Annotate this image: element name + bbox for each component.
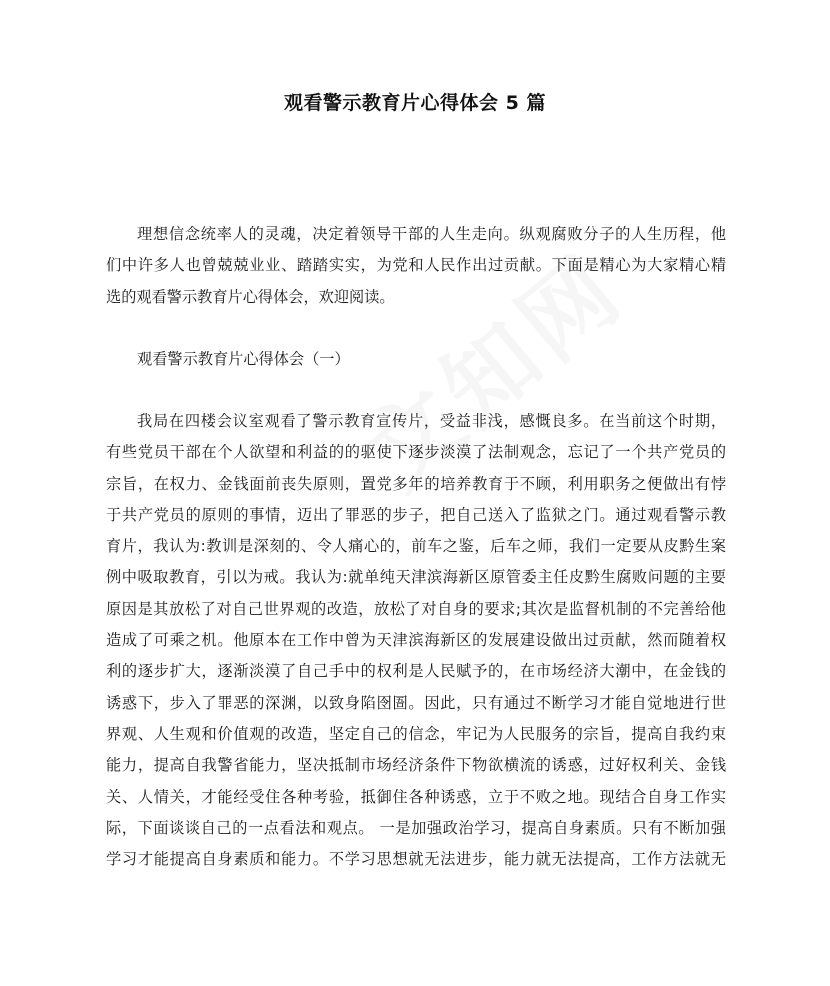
paragraph-line: 际，下面谈谈自己的一点看法和观点。 一是加强政治学习，提高自身素质。只有不断加强 xyxy=(106,818,726,837)
paragraph-line: 有些党员干部在个人欲望和利益的的驱使下逐步淡漠了法制观念，忘记了一个共产党员的 xyxy=(106,443,726,462)
paragraph-line: 我局在四楼会议室观看了警示教育宣传片，受益非浅，感慨良多。在当前这个时期， xyxy=(137,412,726,430)
paragraph-line: 原因是其放松了对自己世界观的改造，放松了对自身的要求;其次是监督机制的不完善给他 xyxy=(106,599,726,618)
intro-line: 理想信念统率人的灵魂，决定着领导干部的人生走向。纵观腐败分子的人生历程，他 xyxy=(137,225,726,243)
paragraph-line: 育片，我认为:教训是深刻的、令人痛心的，前车之鉴，后车之师，我们一定要从皮黔生案 xyxy=(106,537,726,556)
document-title: 观看警示教育片心得体会 5 篇 xyxy=(284,92,546,114)
body-paragraph xyxy=(106,406,726,875)
intro-line: 们中许多人也曾兢兢业业、踏踏实实，为党和人民作出过贡献。下面是精心为大家精心精 xyxy=(106,256,726,275)
paragraph-line: 界观、人生观和价值观的改造，坚定自己的信念，牢记为人民服务的宗旨，提高自我约束 xyxy=(106,724,726,743)
paragraph-line: 于共产党员的原则的事情，迈出了罪恶的步子，把自己送入了监狱之门。通过观看警示教 xyxy=(106,505,726,524)
intro-paragraph xyxy=(106,219,726,313)
paragraph-line: 利的逐步扩大，逐渐淡漠了自己手中的权利是人民赋予的，在市场经济大潮中，在金钱的 xyxy=(106,662,726,681)
section-heading-text: 观看警示教育片心得体会（一） xyxy=(137,350,350,368)
section-heading xyxy=(106,344,726,375)
paragraph-line: 诱惑下，步入了罪恶的深渊，以致身陷囹圄。因此，只有通过不断学习才能自觉地进行世 xyxy=(106,693,726,712)
paragraph-line: 关、人情关，才能经受住各种考验，抵御住各种诱惑，立于不败之地。现结合自身工作实 xyxy=(106,787,726,806)
paragraph-line: 造成了可乘之机。他原本在工作中曾为天津滨海新区的发展建设做出过贡献，然而随着权 xyxy=(106,631,726,650)
paragraph-line: 学习才能提高自身素质和能力。不学习思想就无法进步，能力就无法提高，工作方法就无 xyxy=(106,850,726,869)
paragraph-line: 宗旨，在权力、金钱面前丧失原则，置党多年的培养教育于不顾，利用职务之便做出有悖 xyxy=(106,474,726,493)
intro-line: 选的观看警示教育片心得体会，欢迎阅读。 xyxy=(106,287,395,306)
paragraph-line: 能力，提高自我警省能力，坚决抵制市场经济条件下物欲横流的诱惑，过好权利关、金钱 xyxy=(106,756,726,775)
paragraph-line: 例中吸取教育，引以为戒。我认为:就单纯天津滨海新区原管委主任皮黔生腐败问题的主要 xyxy=(106,568,726,587)
